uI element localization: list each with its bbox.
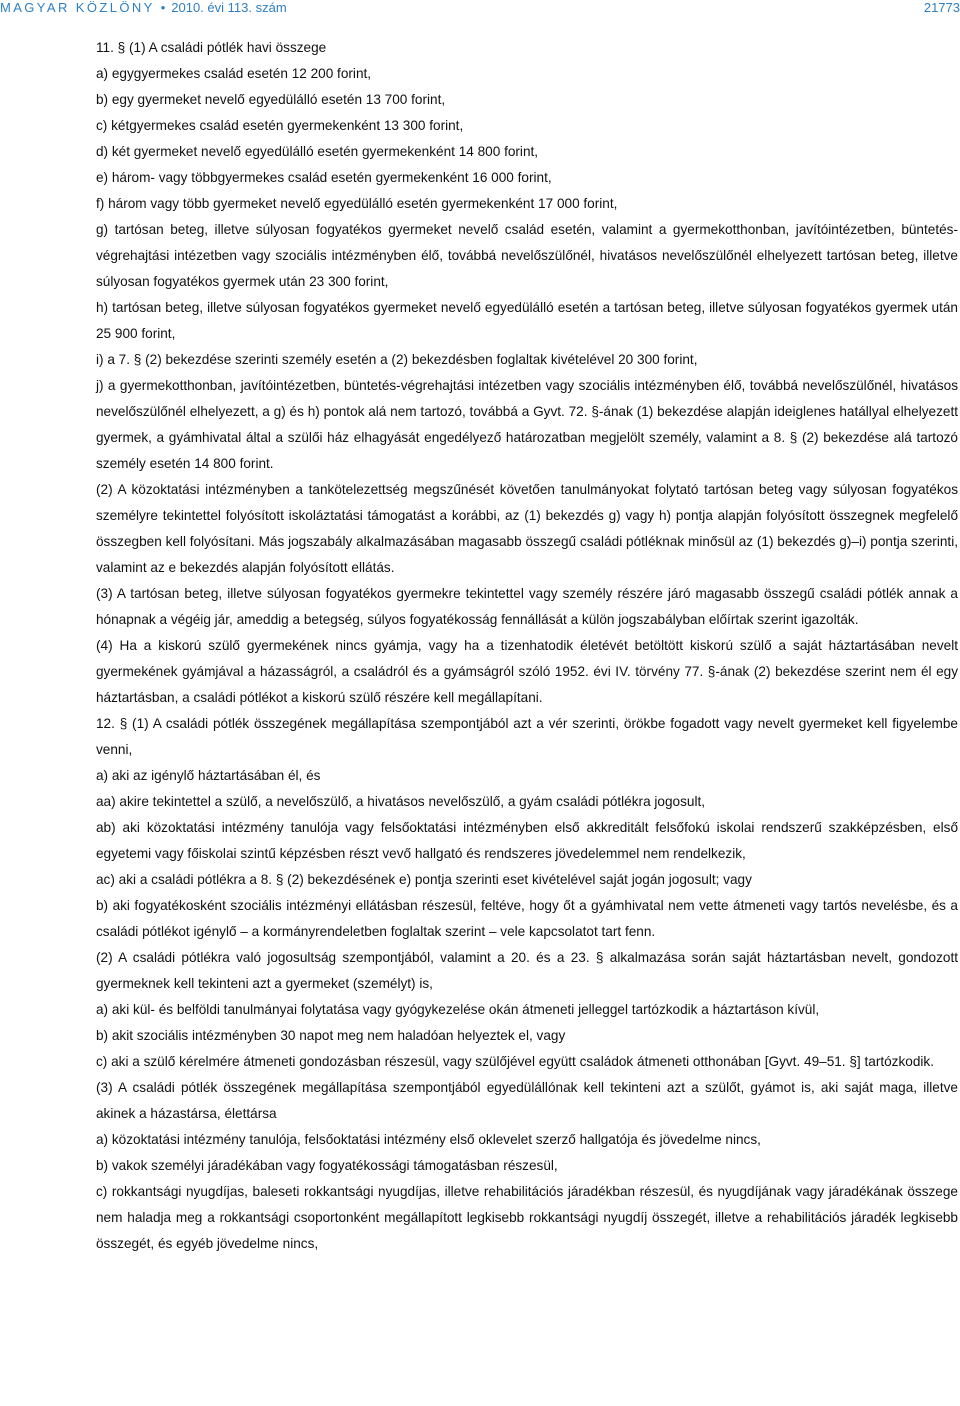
bullet-separator: • xyxy=(160,0,166,15)
paragraph: (3) A tartósan beteg, illetve súlyosan fogyatékos gyermekre tekintettel vagy személy részére járó magasabb összegű családi pótlék annak a hónapnak a végéig jár, ameddig a betegség, súlyos fogyatékosság fennállását a külön jogszabályban előírtak szerint igazolták. xyxy=(96,586,958,627)
list-item: b) egy gyermeket nevelő egyedülálló esetén 13 700 forint, xyxy=(96,92,446,107)
paragraph: (4) Ha a kiskorú szülő gyermekének nincs gyámja, vagy ha a tizenhatodik életévét betöltött kiskorú szülő a saját háztartásában nevelt gyermekének gyámjával a házasságról, a családról és a gyámságról szóló 1952. évi IV. törvény 77. §-ának (2) bekezdése szerint nem él egy háztartásban, a családi pótlékot a kiskorú szülő részére kell megállapítani. xyxy=(96,638,958,705)
paragraph: (2) A közoktatási intézményben a tankötelezettség megszűnését követően tanulmányokat folytató tartósan beteg vagy súlyosan fogyatékos személyre tekintettel folyósított iskoláztatási támogatást a korábbi, az (1) bekezdés g) vagy h) pontja alapján folyósított összegnek megfelelő összegben kell folyósítani. Más jogszabály alkalmazásában magasabb összegű családi pótléknak minősül az (1) bekezdés g)–i) pontja szerinti, valamint az e bekezdés alapján folyósított ellátás. xyxy=(96,482,958,575)
list-item: a) egygyermekes család esetén 12 200 forint, xyxy=(96,66,372,81)
section-11-intro: 11. § (1) A családi pótlék havi összege xyxy=(96,40,327,55)
paragraph: (3) A családi pótlék összegének megállapítása szempontjából egyedülállónak kell tekinteni azt a szülőt, gyámot is, aki saját maga, illetve akinek a házastársa, élettársa xyxy=(96,1080,958,1121)
list-item: i) a 7. § (2) bekezdése szerinti személy esetén a (2) bekezdésben foglaltak kivételével 20 300 forint, xyxy=(96,352,698,367)
paragraph: (2) A családi pótlékra való jogosultság szempontjából, valamint a 20. és a 23. § alkalmazása során saját háztartásban nevelt, gondozott gyermeknek kell tekinteni azt a gyermeket (személyt) is, xyxy=(96,950,958,991)
list-item: a) aki az igénylő háztartásában él, és xyxy=(96,768,321,783)
list-item: aa) akire tekintettel a szülő, a nevelőszülő, a hivatásos nevelőszülő, a gyám családi pótlékra jogosult, xyxy=(96,794,706,809)
list-item: c) rokkantsági nyugdíjas, baleseti rokkantsági nyugdíjas, illetve rehabilitációs járadékban részesül, és nyugdíjának vagy járadékának összege nem haladja meg a rokkantsági csoportonként megállapított legkisebb rokkantsági nyugdíj összegét, illetve a rehabilitációs járadék legkisebb összegét, és egyéb jövedelme nincs, xyxy=(96,1184,958,1251)
journal-title: MAGYAR KÖZLÖNY xyxy=(0,0,155,15)
list-item: b) aki fogyatékosként szociális intézményi ellátásban részesül, feltéve, hogy őt a gyámhivatal nem vette átmeneti vagy tartós nevelésbe, és a családi pótlékot igénylő – a kormányrendeletben foglaltak szerint – vele kapcsolatot tart fenn. xyxy=(96,898,958,939)
page-number: 21773 xyxy=(923,0,960,15)
page-header xyxy=(0,0,960,22)
list-item: c) aki a szülő kérelmére átmeneti gondozásban részesül, vagy szülőjével együtt családok átmeneti otthonában [Gyvt. 49–51. §] tartózkodik. xyxy=(96,1054,934,1069)
list-item: a) közoktatási intézmény tanulója, felsőoktatási intézmény első oklevelet szerző hallgatója és jövedelme nincs, xyxy=(96,1132,761,1147)
issue-label: 2010. évi 113. szám xyxy=(171,0,287,15)
list-item: a) aki kül- és belföldi tanulmányai folytatása vagy gyógykezelése okán átmeneti jelleggel tartózkodik a háztartáson kívül, xyxy=(96,1002,820,1017)
list-item: c) kétgyermekes család esetén gyermekenként 13 300 forint, xyxy=(96,118,464,133)
list-item: g) tartósan beteg, illetve súlyosan fogyatékos gyermeket nevelő család esetén, valamint a gyermekotthonban, javítóintézetben, büntetés-végrehajtási intézetben vagy szociális intézményben élő, továbbá nevelőszülőnél, hivatásos nevelőszülőnél elhelyezett tartósan beteg, illetve súlyosan fogyatékos gyermek után 23 300 forint, xyxy=(96,222,958,289)
list-item: b) vakok személyi járadékában vagy fogyatékossági támogatásban részesül, xyxy=(96,1158,558,1173)
list-item: d) két gyermeket nevelő egyedülálló esetén gyermekenként 14 800 forint, xyxy=(96,144,539,159)
list-item: ab) aki közoktatási intézmény tanulója vagy felsőoktatási intézményben első akkreditált felsőfokú iskolai rendszerű szakképzésben, első egyetemi vagy főiskolai szintű képzésben részt vevő hallgató és rendszeres jövedelemmel nem rendelkezik, xyxy=(96,820,958,861)
list-item: e) három- vagy többgyermekes család esetén gyermekenként 16 000 forint, xyxy=(96,170,552,185)
list-item: ac) aki a családi pótlékra a 8. § (2) bekezdésének e) pontja szerinti eset kivételével saját jogán jogosult; vagy xyxy=(96,872,752,887)
list-item: j) a gyermekotthonban, javítóintézetben, büntetés-végrehajtási intézetben vagy szociális intézményben élő, továbbá nevelőszülőnél, hivatásos nevelőszülőnél elhelyezett, a g) és h) pontok alá nem tartozó, továbbá a Gyvt. 72. §-ának (1) bekezdése alapján ideiglenes hatállyal elhelyezett gyermek, a gyámhivatal által a szülői ház elhagyását engedélyező határozatban megjelölt személy, valamint a 8. § (2) bekezdése alá tartozó személy esetén 14 800 forint. xyxy=(96,378,958,471)
list-item: h) tartósan beteg, illetve súlyosan fogyatékos gyermeket nevelő egyedülálló esetén a tartósan beteg, illetve súlyosan fogyatékos gyermek után 25 900 forint, xyxy=(96,300,958,341)
section-12-intro: 12. § (1) A családi pótlék összegének megállapítása szempontjából azt a vér szerinti, örökbe fogadott vagy nevelt gyermeket kell figyelembe venni, xyxy=(96,716,958,757)
list-item: b) akit szociális intézményben 30 napot meg nem haladóan helyeztek el, vagy xyxy=(96,1028,566,1043)
document-body xyxy=(96,35,958,1257)
list-item: f) három vagy több gyermeket nevelő egyedülálló esetén gyermekenként 17 000 forint, xyxy=(96,196,618,211)
